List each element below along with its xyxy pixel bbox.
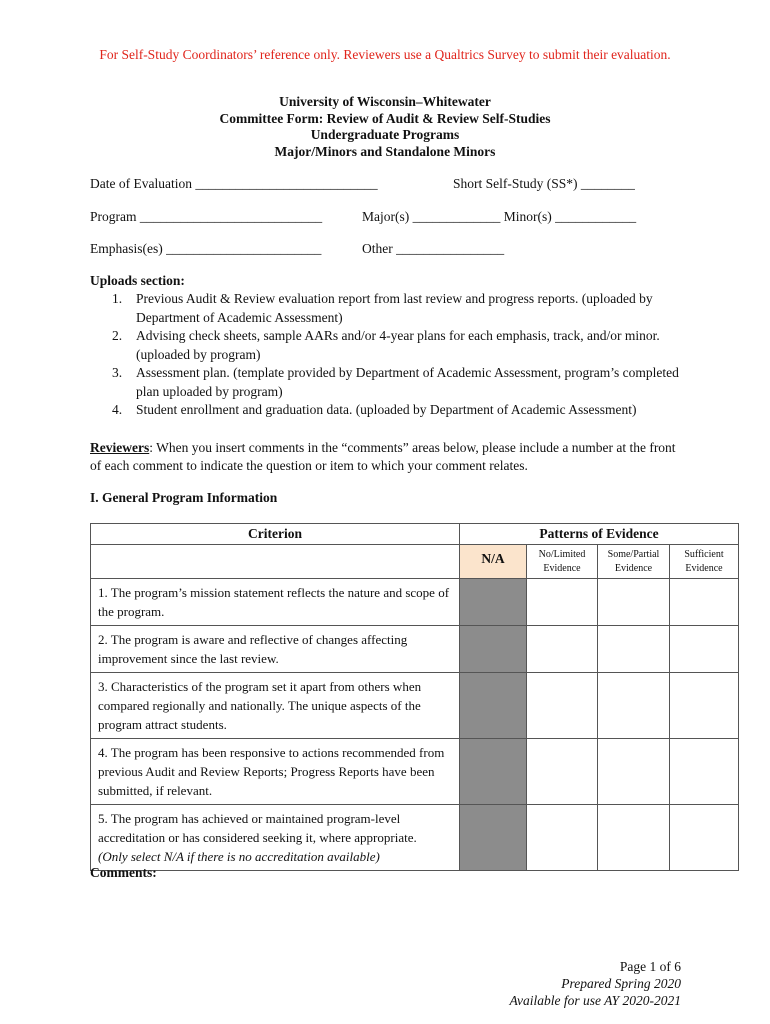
sufficient-cell[interactable] — [670, 739, 739, 805]
no-limited-cell[interactable] — [527, 626, 598, 673]
criterion-header: Criterion — [91, 524, 460, 545]
program-type: Major/Minors and Standalone Minors — [274, 143, 496, 159]
list-text: Previous Audit & Review evaluation report from last review and progress reports. (uploaded by Department of Academic Assessment) — [136, 291, 653, 325]
na-cell[interactable] — [460, 579, 527, 626]
na-header: N/A — [460, 545, 527, 579]
criterion-text: 5. The program has achieved or maintained program-level accreditation or has considered seeking it, where appropriate. — [98, 811, 417, 845]
no-limited-cell[interactable] — [527, 673, 598, 739]
criteria-table — [90, 523, 739, 871]
date-of-evaluation-field[interactable]: Date of Evaluation ___________________________ — [90, 176, 378, 191]
form-name: Committee Form: Review of Audit & Review Self-Studies — [219, 110, 551, 126]
table-row — [91, 739, 739, 805]
list-text: Assessment plan. (template provided by Department of Academic Assessment, program’s completed plan uploaded by program) — [136, 365, 679, 399]
majors-minors-field[interactable]: Major(s) _____________ Minor(s) ____________ — [362, 209, 637, 224]
patterns-of-evidence-header: Patterns of Evidence — [460, 524, 739, 545]
table-row — [91, 626, 739, 673]
program-field[interactable]: Program ___________________________ — [90, 209, 323, 224]
table-row — [91, 673, 739, 739]
list-text: Advising check sheets, sample AARs and/or 4-year plans for each emphasis, track, and/or minor. (uploaded by program) — [136, 328, 660, 362]
some-partial-cell[interactable] — [598, 739, 670, 805]
page-footer — [510, 958, 682, 1009]
list-item — [90, 401, 690, 420]
reviewers-label: Reviewers — [90, 440, 150, 455]
sufficient-cell[interactable] — [670, 626, 739, 673]
na-cell[interactable] — [460, 673, 527, 739]
emphasis-field[interactable]: Emphasis(es) _______________________ — [90, 241, 322, 256]
list-item — [90, 364, 690, 401]
no-limited-header: No/Limited Evidence — [527, 545, 598, 579]
na-cell[interactable] — [460, 626, 527, 673]
comments-label: Comments: — [90, 865, 157, 880]
no-limited-cell[interactable] — [527, 579, 598, 626]
uploads-heading: Uploads section: — [90, 273, 185, 288]
sufficient-cell[interactable] — [670, 805, 739, 871]
no-limited-cell[interactable] — [527, 739, 598, 805]
prepared-date: Prepared Spring 2020 — [561, 976, 681, 991]
criterion-text: 4. The program has been responsive to actions recommended from previous Audit and Review Reports; Progress Reports have been submitted, if relevant. — [91, 739, 460, 805]
some-partial-cell[interactable] — [598, 626, 670, 673]
list-text: Student enrollment and graduation data. (uploaded by Department of Academic Assessment) — [136, 402, 637, 417]
sufficient-cell[interactable] — [670, 673, 739, 739]
program-level: Undergraduate Programs — [310, 127, 460, 142]
list-number: 2. — [112, 328, 123, 343]
reviewers-instructions — [90, 439, 690, 475]
table-row — [91, 805, 739, 871]
availability-note: Available for use AY 2020-2021 — [509, 993, 681, 1008]
sufficient-header: Sufficient Evidence — [670, 545, 739, 579]
list-number: 1. — [112, 291, 123, 306]
reviewers-text: : When you insert comments in the “comments” areas below, please include a number at the front of each comment to indicate the question or item to which your comment relates. — [90, 440, 676, 473]
short-self-study-field[interactable]: Short Self-Study (SS*) ________ — [453, 176, 635, 191]
criterion-subheader — [91, 545, 460, 579]
list-item — [90, 327, 690, 364]
some-partial-cell[interactable] — [598, 673, 670, 739]
uploads-list — [90, 290, 690, 420]
criterion-text: 1. The program’s mission statement reflects the nature and scope of the program. — [91, 579, 460, 626]
criterion-note: (Only select N/A if there is no accreditation available) — [98, 849, 380, 864]
some-partial-cell[interactable] — [598, 579, 670, 626]
list-number: 4. — [112, 402, 123, 417]
criterion-text: 2. The program is aware and reflective of changes affecting improvement since the last review. — [91, 626, 460, 673]
some-partial-cell[interactable] — [598, 805, 670, 871]
list-item — [90, 290, 690, 327]
na-cell[interactable] — [460, 739, 527, 805]
na-cell[interactable] — [460, 805, 527, 871]
some-partial-header: Some/Partial Evidence — [598, 545, 670, 579]
section-title: I. General Program Information — [90, 490, 278, 505]
page-number: Page 1 of 6 — [619, 959, 681, 974]
no-limited-cell[interactable] — [527, 805, 598, 871]
list-number: 3. — [112, 365, 123, 380]
university-name: University of Wisconsin–Whitewater — [279, 94, 491, 109]
other-field[interactable]: Other ________________ — [362, 241, 505, 256]
reference-notice: For Self-Study Coordinators’ reference only. Reviewers use a Qualtrics Survey to submit their evaluation. — [99, 47, 671, 62]
criterion-cell — [91, 805, 460, 871]
table-row — [91, 579, 739, 626]
form-title-block — [0, 94, 770, 160]
criterion-text: 3. Characteristics of the program set it apart from others when compared regionally and nationally. The unique aspects of the program attract students. — [91, 673, 460, 739]
sufficient-cell[interactable] — [670, 579, 739, 626]
